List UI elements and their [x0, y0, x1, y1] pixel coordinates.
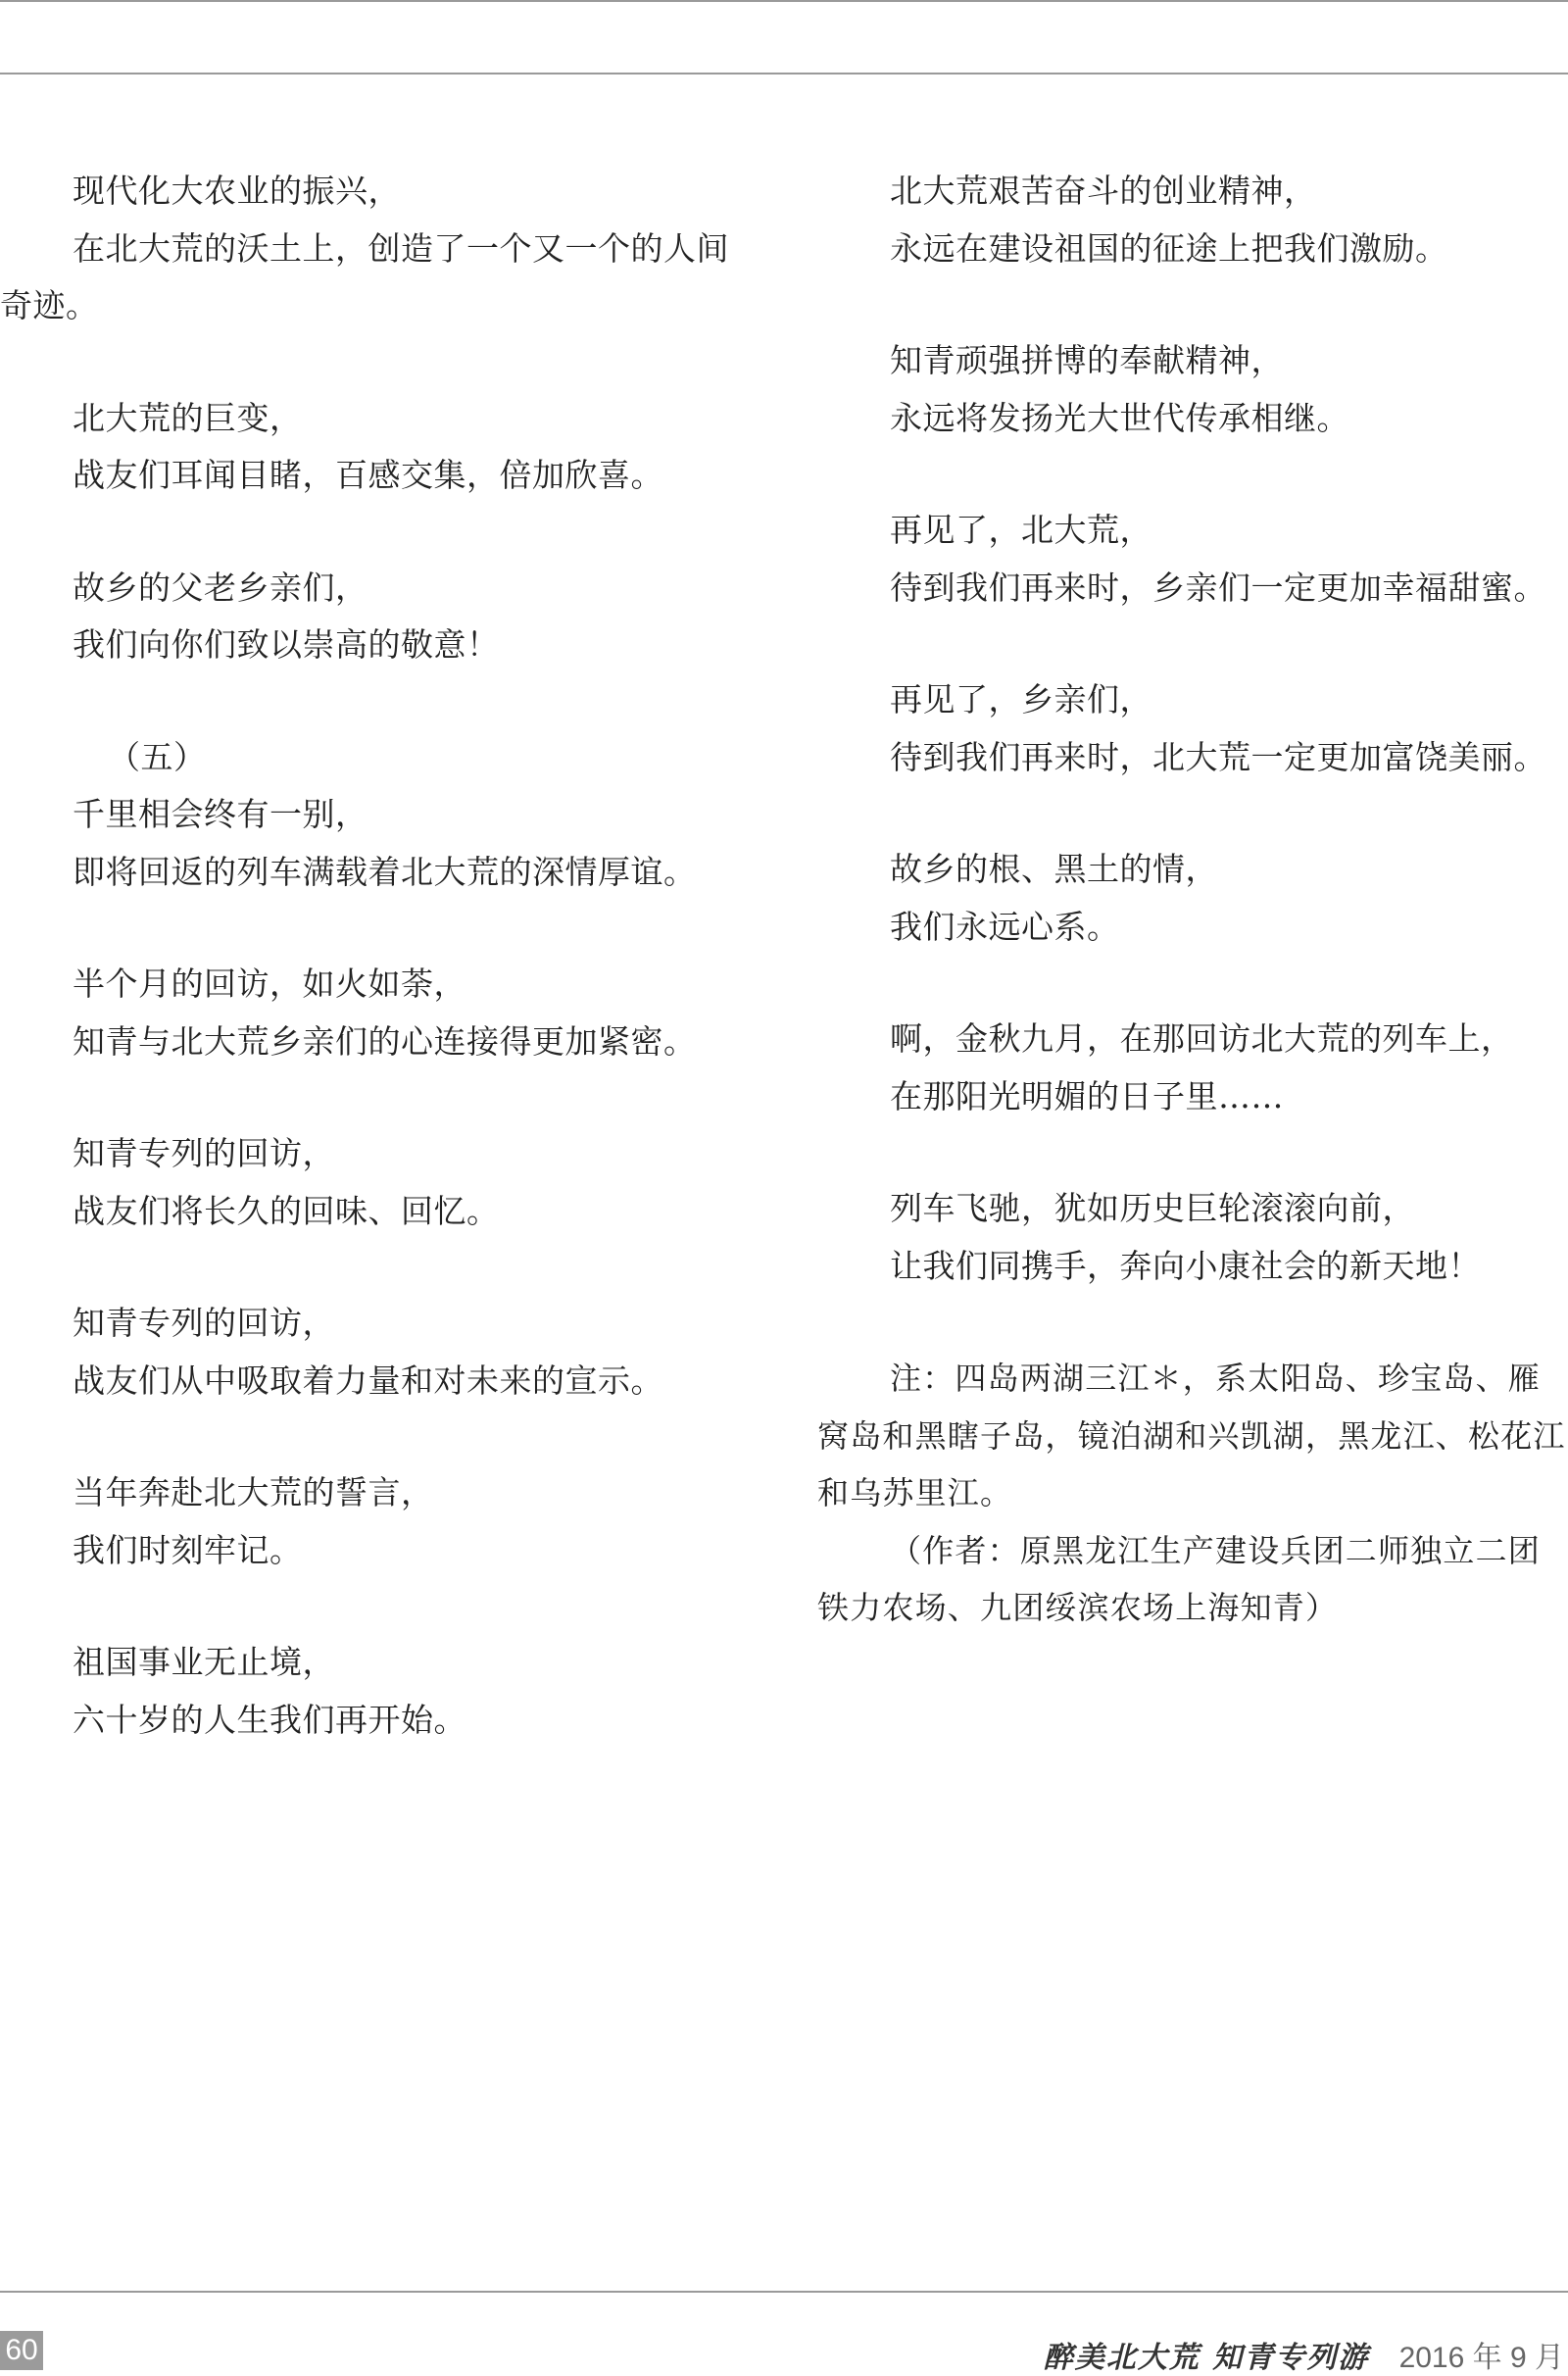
section-heading: （五） — [108, 737, 207, 776]
stanza — [0, 956, 750, 1070]
stanza — [0, 390, 750, 505]
poem-line: 再见了，乡亲们， — [890, 680, 1152, 718]
poem-line: 永远在建设祖国的征途上把我们激励。 — [890, 228, 1448, 268]
poem-line: 即将回返的列车满载着北大荒的深情厚谊。 — [73, 852, 697, 891]
poem-line: 祖国事业无止境， — [73, 1643, 335, 1681]
poem-line: 故乡的根、黑土的情， — [890, 850, 1218, 888]
poem-line: 战友们将长久的回味、回忆。 — [73, 1191, 500, 1230]
poem-line: 北大荒艰苦奋斗的创业精神， — [890, 172, 1317, 210]
stanza — [0, 1125, 750, 1240]
poem-line: 战友们耳闻目睹，百感交集，倍加欣喜。 — [73, 456, 663, 494]
poem-line: 待到我们再来时，乡亲们一定更加幸福甜蜜。 — [890, 568, 1546, 607]
stanza — [817, 1011, 1568, 1125]
poem-line: 再见了，北大荒， — [890, 511, 1152, 549]
poem-line: 故乡的父老乡亲们， — [73, 568, 368, 607]
stanza — [0, 163, 750, 335]
stanza — [0, 560, 750, 674]
stanza — [0, 1634, 750, 1749]
poem-line: 在那阳光明媚的日子里…… — [890, 1076, 1284, 1115]
stanza — [0, 1464, 750, 1579]
stanza — [0, 1295, 750, 1410]
poem-line: 知青专列的回访， — [73, 1304, 335, 1342]
running-footer — [1044, 2333, 1564, 2376]
poem-line: 现代化大农业的振兴， — [73, 172, 401, 210]
magazine-title: 醉美北大荒 知青专列游 — [1043, 2341, 1370, 2375]
stanza — [817, 332, 1568, 447]
poem-line: 北大荒的巨变， — [73, 398, 303, 437]
header-band — [0, 0, 1568, 74]
poem-line: 我们永远心系。 — [890, 907, 1120, 946]
poem-line: 知青专列的回访， — [73, 1134, 335, 1172]
poem-line: 半个月的回访，如火如荼， — [73, 965, 466, 1003]
poem-line: 知青与北大荒乡亲们的心连接得更加紧密。 — [73, 1021, 697, 1061]
stanza — [817, 1180, 1568, 1295]
stanza — [817, 841, 1568, 956]
poem-line: 千里相会终有一别， — [73, 795, 368, 833]
left-column — [0, 163, 750, 1804]
poem-line: 待到我们再来时，北大荒一定更加富饶美丽。 — [890, 737, 1546, 776]
stanza — [0, 729, 750, 902]
poem-line: 让我们同携手，奔向小康社会的新天地！ — [890, 1246, 1481, 1285]
poem-line: 永远将发扬光大世代传承相继。 — [890, 398, 1349, 437]
footnote-block — [817, 1350, 1568, 1637]
poem-line: 战友们从中吸取着力量和对未来的宣示。 — [73, 1361, 663, 1400]
stanza — [817, 502, 1568, 617]
poem-line: 当年奔赴北大荒的誓言， — [73, 1473, 434, 1511]
stanza — [817, 671, 1568, 786]
page-number: 60 — [0, 2331, 43, 2370]
poem-line: 我们向你们致以崇高的敬意！ — [73, 625, 500, 664]
footer-divider — [0, 2291, 1568, 2293]
stanza — [817, 163, 1568, 277]
poem-line: 在北大荒的沃土上，创造了一个又一个的人间奇迹。 — [0, 228, 729, 324]
poem-line: 知青顽强拼博的奉献精神， — [890, 341, 1284, 379]
poem-line: 我们时刻牢记。 — [73, 1530, 303, 1569]
right-column — [817, 163, 1568, 1637]
footnote: 注：四岛两湖三江＊，系太阳岛、珍宝岛、雁窝岛和黑瞎子岛，镜泊湖和兴凯湖，黑龙江、松花江和乌苏里江。 — [817, 1360, 1566, 1511]
author-note: （作者：原黑龙江生产建设兵团二师独立二团铁力农场、九团绥滨农场上海知青） — [817, 1531, 1542, 1626]
poem-line: 啊，金秋九月，在那回访北大荒的列车上， — [890, 1019, 1514, 1058]
poem-line: 列车飞驰，犹如历史巨轮滚滚向前， — [890, 1189, 1415, 1227]
poem-line: 六十岁的人生我们再开始。 — [73, 1700, 466, 1739]
issue-date: 2016 年 9 月 — [1398, 2342, 1564, 2374]
